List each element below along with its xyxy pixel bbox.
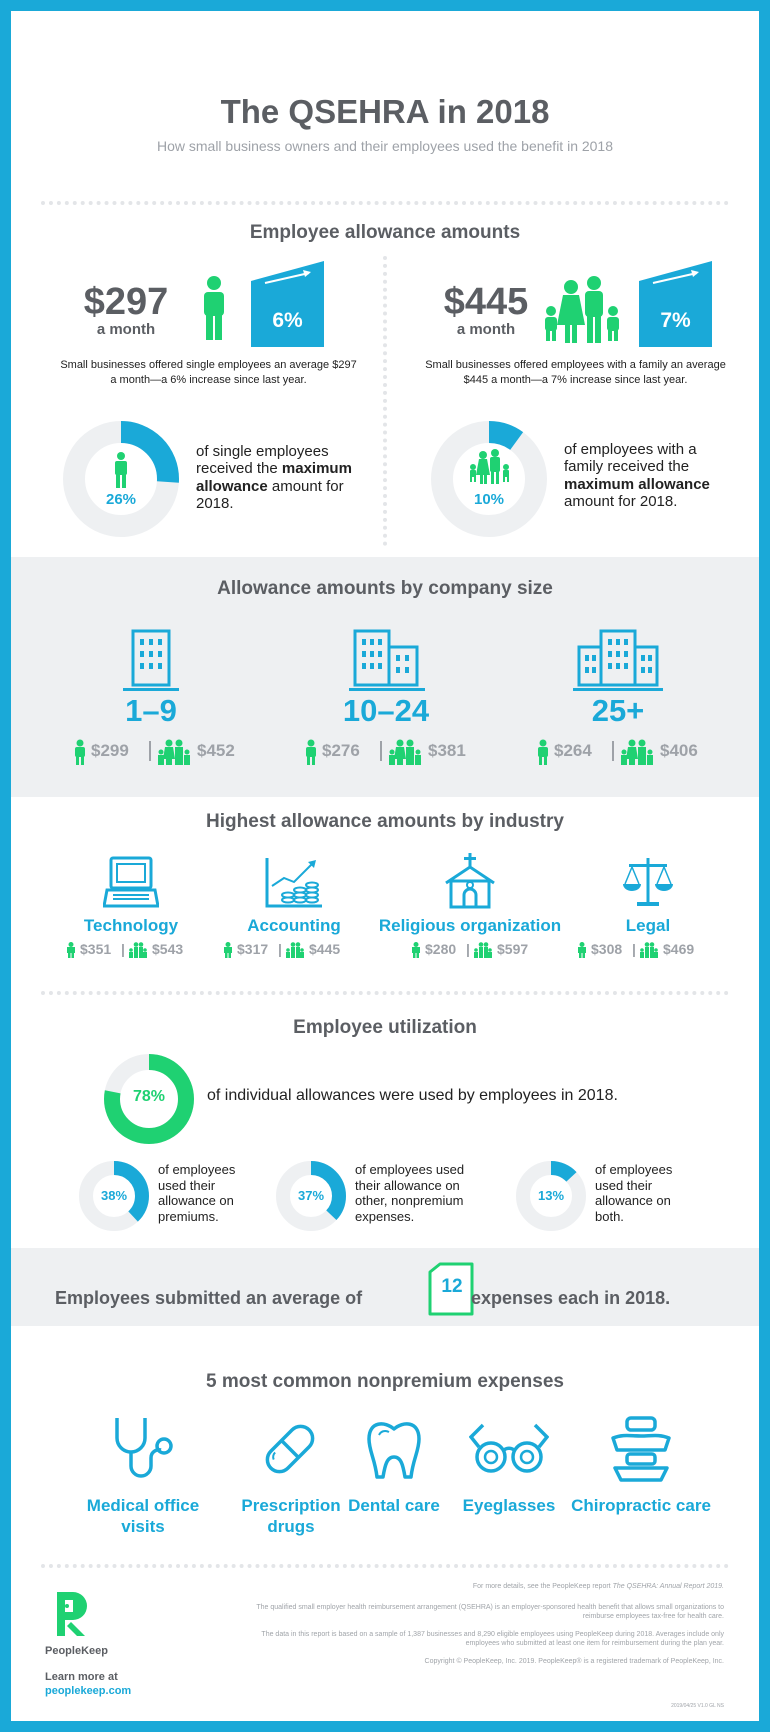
single-max-ring bbox=[61, 419, 181, 539]
small-building-icon bbox=[123, 629, 179, 693]
person-icon bbox=[304, 739, 318, 765]
family-amount-block bbox=[431, 283, 541, 338]
size-range: 1–9 bbox=[125, 693, 177, 728]
utilization-text: of employees used their allowance on other, nonpremium expenses. bbox=[355, 1162, 465, 1224]
divider bbox=[41, 1564, 729, 1568]
page-subtitle: How small business owners and their employees used the benefit in 2018 bbox=[156, 138, 614, 154]
person-icon bbox=[201, 275, 227, 341]
industry-amounts bbox=[411, 941, 561, 961]
family-icon bbox=[157, 739, 191, 765]
industry-amounts bbox=[577, 941, 727, 961]
family-period: a month bbox=[456, 321, 516, 338]
peoplekeep-logo-icon bbox=[53, 1588, 89, 1640]
expense-label: Dental care bbox=[348, 1496, 440, 1515]
divider bbox=[41, 201, 729, 205]
utilization-pct: 38% bbox=[100, 1188, 128, 1203]
utilization-main-text: of individual allowances were used by employees in 2018. bbox=[207, 1087, 618, 1104]
eyeglasses-icon bbox=[469, 1419, 549, 1481]
chart-coins-icon bbox=[264, 856, 324, 910]
person-icon bbox=[223, 942, 233, 958]
family-amount: $406 bbox=[660, 741, 698, 760]
utilization-main-pct: 78% bbox=[132, 1088, 166, 1105]
family-icon bbox=[473, 942, 493, 958]
expense-label: Medical office visits bbox=[86, 1496, 200, 1537]
tooth-icon bbox=[365, 1419, 423, 1481]
separator bbox=[612, 741, 614, 761]
family-icon bbox=[388, 739, 422, 765]
pill-icon bbox=[259, 1419, 321, 1479]
infographic bbox=[11, 11, 759, 1721]
size-range: 10–24 bbox=[342, 693, 430, 728]
single-max-text-pre: of single employees received the bbox=[196, 443, 329, 478]
family-amount: $381 bbox=[428, 741, 466, 760]
church-icon bbox=[444, 853, 496, 911]
single-period: a month bbox=[96, 321, 156, 338]
industry-name: Technology bbox=[83, 916, 179, 935]
family-max-text-pre: of employees with a family received the bbox=[564, 441, 697, 476]
copyright: Copyright © PeopleKeep, Inc. 2019. PeopleKeep® is a registered trademark of PeopleKeep, Inc. bbox=[424, 1658, 724, 1665]
single-amount: $276 bbox=[322, 741, 360, 760]
industry-name: Religious organization bbox=[378, 916, 562, 935]
separator: | bbox=[466, 941, 470, 957]
large-building-icon bbox=[573, 629, 663, 693]
single-max-text-post: amount for 2018. bbox=[196, 477, 344, 512]
family-max-text-post: amount for 2018. bbox=[564, 492, 678, 510]
family-description: Small businesses offered employees with a family an average $445 a month—a 7% increase since last year. bbox=[425, 359, 726, 386]
industry-amounts bbox=[66, 941, 216, 961]
allowance-heading: Employee allowance amounts bbox=[249, 222, 521, 243]
learn-more-label: Learn more at bbox=[45, 1671, 118, 1683]
utilization-pct: 37% bbox=[297, 1188, 325, 1203]
industry-heading: Highest allowance amounts by industry bbox=[206, 811, 564, 832]
single-increase-badge bbox=[251, 261, 324, 347]
footer-note-report bbox=[256, 1582, 724, 1591]
industry-name: Accounting bbox=[247, 916, 341, 935]
single-description: Small businesses offered single employees an average $297 a month—a 6% increase since last year. bbox=[60, 359, 357, 386]
utilization-text: of employees used their allowance on premiums. bbox=[158, 1162, 236, 1224]
family-max-pct: 10% bbox=[473, 491, 505, 508]
single-amount-block bbox=[71, 283, 181, 338]
family-amount: $452 bbox=[197, 741, 235, 760]
footer-note-qsehra: The qualified small employer health reimbursement arrangement (QSEHRA) is an employer-sponsored health benefit that allows small organizations to reimburse employees tax-free for health care. bbox=[256, 1604, 724, 1621]
industry-amounts bbox=[223, 941, 373, 961]
family-icon bbox=[620, 739, 654, 765]
separator bbox=[380, 741, 382, 761]
person-icon bbox=[577, 942, 587, 958]
person-icon bbox=[115, 452, 127, 488]
medium-building-icon bbox=[349, 629, 425, 693]
person-icon bbox=[536, 739, 550, 765]
family-icon bbox=[470, 449, 509, 484]
family-amount: $597 bbox=[497, 941, 529, 957]
single-amount: $317 bbox=[237, 941, 269, 957]
footer-note-data: The data in this report is based on a sample of 1,387 businesses and 8,290 eligible employees using PeopleKeep during 2018. Averages include only employees who submitted at least one item for reimbursement during the plan year. bbox=[261, 1631, 724, 1648]
single-max-pct: 26% bbox=[105, 491, 137, 508]
report-title: The QSEHRA: Annual Report 2019. bbox=[612, 1583, 724, 1590]
family-increase: 7% bbox=[660, 309, 691, 332]
family-amount: $543 bbox=[152, 941, 184, 957]
laptop-icon bbox=[103, 856, 159, 910]
stethoscope-icon bbox=[111, 1416, 175, 1482]
family-max-ring bbox=[429, 419, 549, 539]
size-amounts bbox=[526, 737, 726, 767]
person-icon bbox=[411, 942, 421, 958]
single-amount: $351 bbox=[80, 941, 112, 957]
submitted-text-pre: Employees submitted an average of bbox=[55, 1288, 363, 1308]
single-increase: 6% bbox=[272, 309, 303, 332]
expense-label: Eyeglasses bbox=[462, 1496, 556, 1515]
website-link[interactable]: peoplekeep.com bbox=[45, 1685, 132, 1697]
submitted-number: 12 bbox=[441, 1276, 463, 1297]
brand-name: PeopleKeep bbox=[45, 1645, 108, 1657]
family-icon bbox=[541, 273, 623, 345]
size-amounts bbox=[294, 737, 494, 767]
report-prefix: For more details, see the PeopleKeep report bbox=[472, 1583, 613, 1590]
family-icon bbox=[128, 942, 148, 958]
single-amount: $299 bbox=[91, 741, 129, 760]
family-icon bbox=[639, 942, 659, 958]
family-amount: $469 bbox=[663, 941, 695, 957]
person-icon bbox=[73, 739, 87, 765]
single-amount: $308 bbox=[591, 941, 623, 957]
single-max-text-bold: maximum allowance bbox=[196, 460, 352, 495]
company-size-heading: Allowance amounts by company size bbox=[217, 578, 553, 599]
version-code: 2019/04/25 V1.0 GL NS bbox=[671, 1703, 724, 1709]
submitted-text-post: expenses each in 2018. bbox=[471, 1288, 671, 1308]
family-max-text-bold: maximum allowance bbox=[564, 475, 710, 493]
family-amount: $445 bbox=[309, 941, 341, 957]
single-amount: $264 bbox=[554, 741, 592, 760]
utilization-pct: 13% bbox=[537, 1188, 565, 1203]
utilization-text: of employees used their allowance on both. bbox=[595, 1162, 673, 1224]
single-max-text bbox=[196, 443, 371, 512]
separator: | bbox=[121, 941, 125, 957]
family-icon bbox=[285, 942, 305, 958]
spine-icon bbox=[609, 1416, 673, 1484]
family-max-text bbox=[564, 441, 739, 510]
scales-icon bbox=[621, 856, 675, 910]
family-amount: $445 bbox=[443, 281, 529, 323]
submitted-section bbox=[11, 1248, 759, 1326]
single-amount: $297 bbox=[83, 281, 169, 323]
family-increase-badge bbox=[639, 261, 712, 347]
single-amount: $280 bbox=[425, 941, 457, 957]
utilization-heading: Employee utilization bbox=[293, 1017, 477, 1038]
column-divider bbox=[383, 256, 387, 546]
size-amounts bbox=[63, 737, 263, 767]
size-range: 25+ bbox=[591, 693, 645, 728]
separator: | bbox=[278, 941, 282, 957]
person-icon bbox=[66, 942, 76, 958]
page-title: The QSEHRA in 2018 bbox=[220, 93, 550, 130]
industry-name: Legal bbox=[625, 916, 671, 935]
expense-label: Chiropractic care bbox=[571, 1496, 711, 1515]
separator bbox=[149, 741, 151, 761]
divider bbox=[41, 991, 729, 995]
expense-label: Prescription drugs bbox=[241, 1496, 341, 1537]
nonpremium-heading: 5 most common nonpremium expenses bbox=[206, 1371, 564, 1392]
separator: | bbox=[632, 941, 636, 957]
